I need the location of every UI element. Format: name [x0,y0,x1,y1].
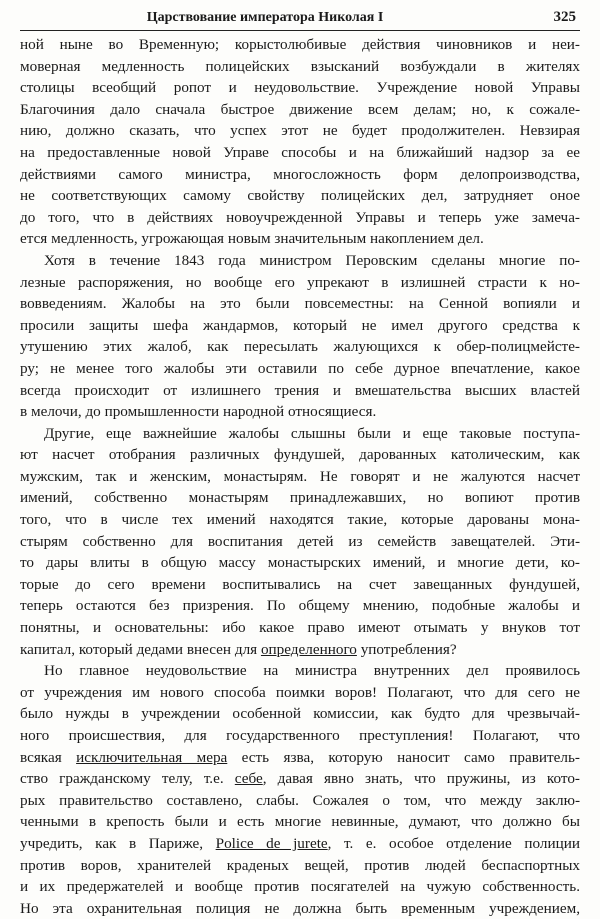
text-segment: не соответствующих самому свойству полицейских дел, затрудняет оное [20,187,580,205]
text-line [20,423,580,445]
text-line [20,811,580,833]
text-segment: ют насчет отобрания различных фундушей, дарованных католическим, как [20,446,580,464]
text-line [20,617,580,639]
page-number: 325 [553,9,576,25]
text-segment: Но эта охранительная полиция не должна быть временным учреждением, [20,899,580,917]
text-segment: ется медленность, угрожающая новым значительным накоплением дел. [20,230,484,248]
text-line [20,898,580,919]
text-line [20,77,580,99]
text-segment: есть язва, которую наносит само правитель- [227,748,580,766]
text-segment: употребления? [356,640,457,658]
text-line [20,595,580,617]
text-segment: моверная медленность полицейских взысканий возбуждали в жителях [20,57,580,75]
text-segment: того, что в числе тех имений находятся такие, которые дарованы мона- [20,511,580,529]
text-segment: всякая [20,748,77,766]
text-line [20,682,580,704]
text-line [20,552,580,574]
text-line [20,164,580,186]
text-segment: рых правительство составлено, слабы. Сожалея о том, что между заклю- [20,791,580,809]
text-line [20,790,580,812]
text-segment: стырям собственно для воспитания детей из семейств завещателей. Эти- [20,532,580,550]
text-segment: торые до сего времени воспитывались на счет завещанных фундушей, [20,575,580,593]
text-line [20,509,580,531]
text-line [20,228,580,250]
text-line [20,142,580,164]
text-line [20,487,580,509]
body-text [20,34,580,919]
text-segment: Но главное неудовольствие на министра внутренних дел проявилось [44,662,580,680]
text-segment: , т. е. особое отделение полиции [327,834,580,852]
text-line [20,725,580,747]
text-segment: капитал, который дедами внесен для [20,640,261,658]
text-line [20,574,580,596]
underlined-text: исключительная мера [76,748,228,766]
text-line [20,531,580,553]
text-line [20,185,580,207]
text-line [20,466,580,488]
text-segment: Другие, еще важнейшие жалобы слышны были и еще таковые поступа- [44,424,580,442]
text-segment: просили защиты шефа жандармов, который не имел другого средства к [20,316,580,334]
text-line [20,401,580,423]
text-line [20,315,580,337]
text-segment: ного происшествия, для государственного преступления! Полагают, что [20,727,580,744]
text-segment: ной ныне во Временную; корыстолюбивые действия чиновников и неи- [20,36,580,53]
text-segment: то дары влиты в общую массу монастырских имений, и многие дети, ко- [20,554,580,572]
text-segment: нию, должно сказать, что успех этот не будет продолжителен. Невзирая [20,122,580,140]
text-line [20,293,580,315]
running-title: Царствование императора Николая I [146,10,384,25]
text-segment: вовведениям. Жалобы на это были повсеместны: на Сенной вопияли и [20,295,580,313]
text-segment: утушению этих жалоб, как пересылать жалующихся к обер-полицмейсте- [20,338,580,356]
text-line [20,639,580,661]
text-segment: в мелочи, до промышленности народной относящиеся. [20,403,377,421]
text-segment: против воров, хранителей краденых вещей, против людей беспаспортных [20,856,580,874]
text-segment: Хотя в течение 1843 года министром Перовским сделаны многие по- [44,251,580,269]
text-line [20,747,580,769]
text-line [20,99,580,121]
text-line [20,358,580,380]
text-segment: и их предержателей и вообще против посягателей на чужую собственность. [20,878,580,896]
text-line [20,34,580,56]
text-line [20,250,580,272]
text-segment: ченными в крепость были и есть многие невинные, думают, что должно бы [20,813,580,831]
underlined-text: определенного [260,640,357,658]
text-line [20,207,580,229]
text-segment: учредить, как в Париже, [20,834,216,852]
text-segment: мужским, так и женским, монастырям. Не говорят и не жалуются насчет [20,467,580,485]
text-line [20,380,580,402]
text-segment: от учреждения им нового способа поимки воров! Полагают, что для сего не [20,683,580,701]
text-segment: понятны, и основательны: ибо какое право имеют отымать у внуков тот [20,619,580,637]
underlined-text: Police de jurete [215,834,328,852]
text-segment: ство гражданскому телу, т.е. [20,770,235,788]
text-segment: на предоставленные новой Управе способы и на ближайший надзор за ее [20,143,580,161]
text-segment: имений, собственно монастырям принадлежавших, но вопиют против [20,489,580,507]
text-line [20,444,580,466]
underlined-text: себе [234,770,263,788]
text-segment: теперь остаются без призрения. По общему мнению, подобные жалобы и [20,597,580,615]
text-line [20,833,580,855]
text-segment: , давая явно знать, что пружины, из кото- [262,770,580,788]
text-line [20,876,580,898]
text-segment: ру; не менее того жалобы эти оставили по себе дурное впечатление, какое [20,359,580,377]
running-header [20,8,580,31]
text-segment: было нужды в учреждении особенной комиссии, как будто для чрезвычай- [20,705,580,723]
text-segment: лезные распоряжения, но вообще его упрекают в излишней страсти к но- [20,273,580,291]
text-segment: всегда происходит от излишнего трения и вмешательства высших властей [20,381,580,399]
text-line [20,272,580,294]
text-segment: Благочиния дало сначала быстрое движение всем делам; но, к сожале- [20,100,580,118]
text-line [20,855,580,877]
text-line [20,120,580,142]
text-segment: до того, что в действиях новоучрежденной Управы и теперь уже замеча- [20,208,580,226]
text-segment: действиями самого министра, многосложность форм делопроизводства, [20,165,580,183]
text-line [20,336,580,358]
text-segment: столицы всеобщий ропот и неудовольствие. Учреждение новой Управы [20,79,580,97]
text-line [20,703,580,725]
text-line [20,660,580,682]
text-line [20,56,580,78]
text-line [20,768,580,790]
